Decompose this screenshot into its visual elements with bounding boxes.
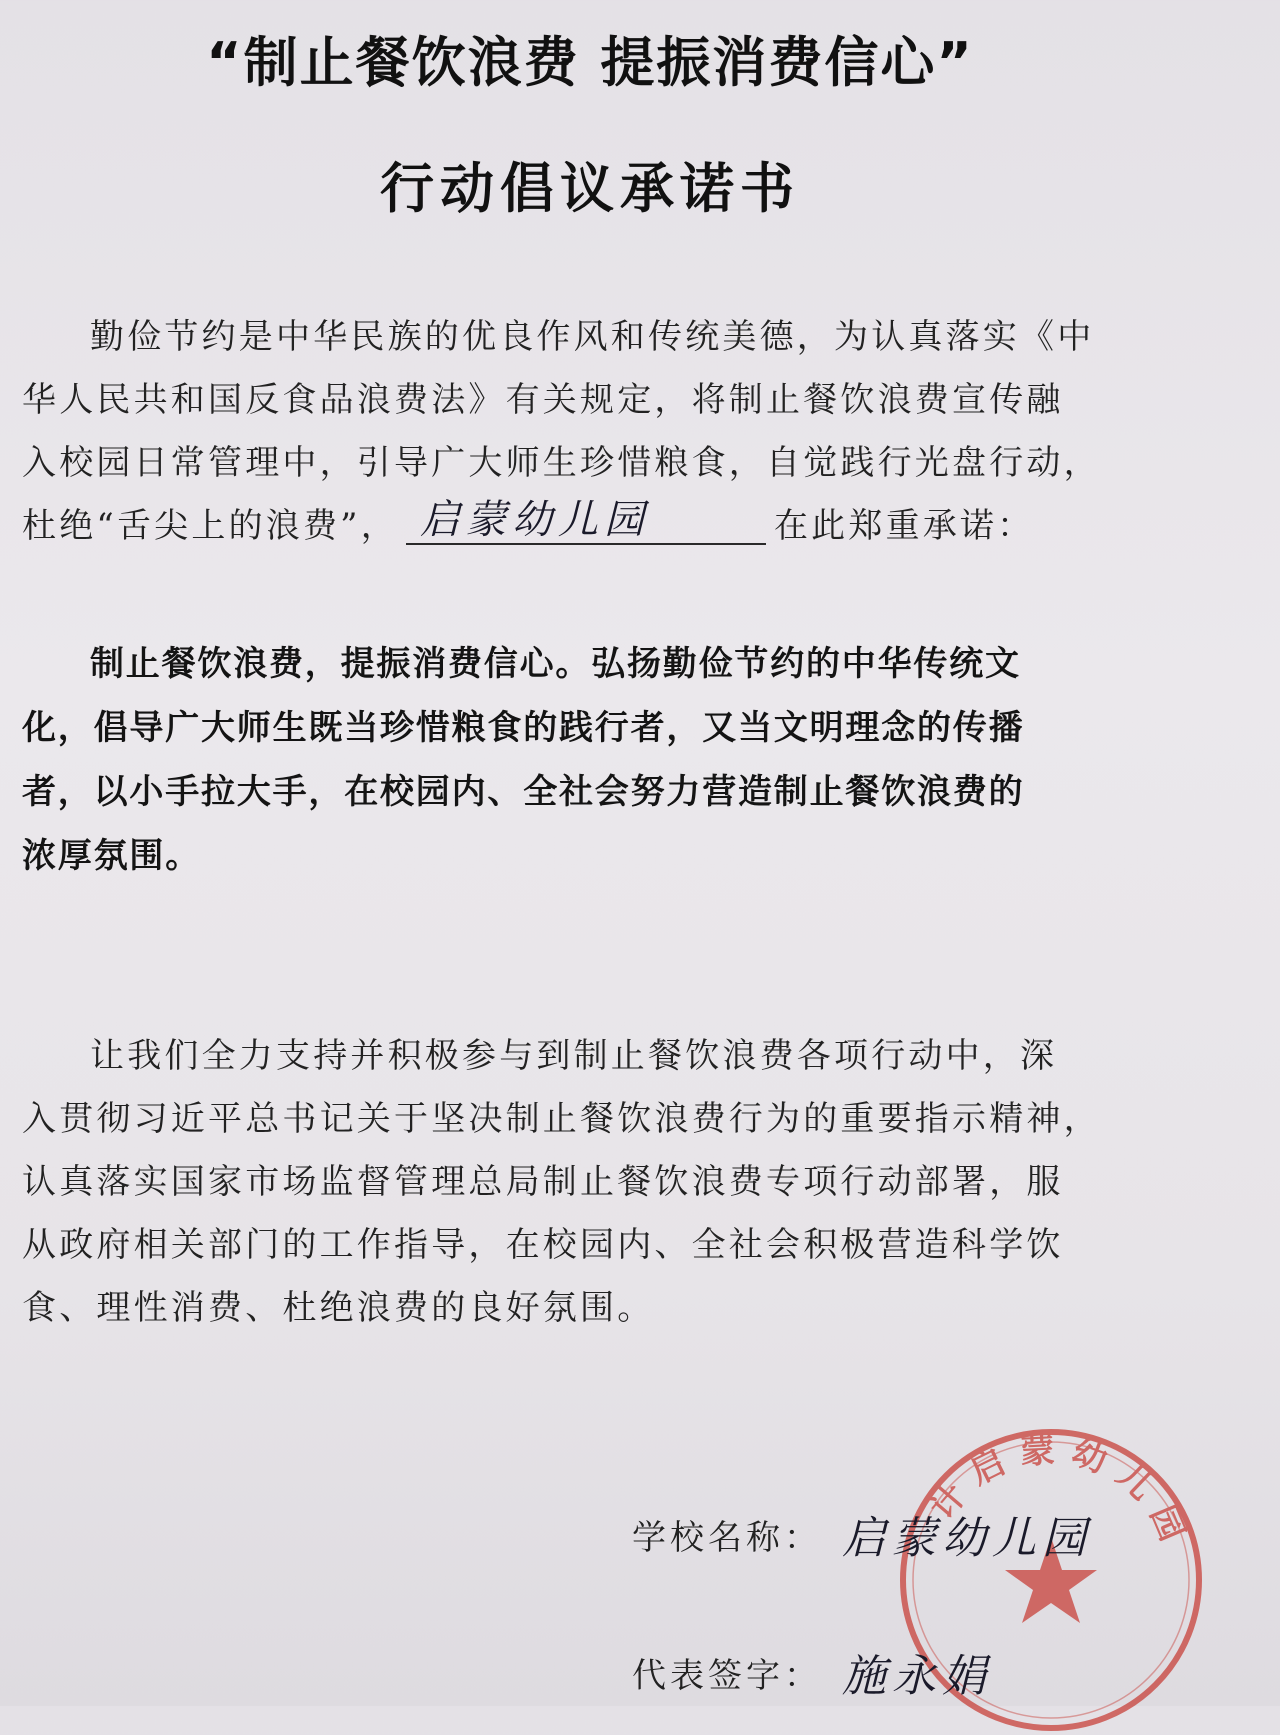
- fill-in-blank: [406, 499, 766, 545]
- document-subtitle: 行动倡议承诺书: [380, 157, 800, 220]
- paragraph-line: 制止餐饮浪费，提振消费信心。弘扬勤俭节约的中华传统文: [90, 644, 1021, 684]
- paragraph-line: 食、理性消费、杜绝浪费的良好氛围。: [22, 1288, 655, 1328]
- paragraph-pledge: [22, 632, 1152, 888]
- paragraph-action: [22, 1025, 1152, 1340]
- paragraph-line: 化，倡导广大师生既当珍惜粮食的践行者，又当文明理念的传播: [22, 708, 1025, 748]
- paragraph-line: 勤俭节约是中华民族的优良作风和传统美德，为认真落实《中: [90, 317, 1095, 357]
- school-name-label: 学校名称：: [632, 1518, 822, 1558]
- paragraph-line: 华人民共和国反食品浪费法》有关规定，将制止餐饮浪费宣传融: [22, 380, 1064, 420]
- signature-label: 代表签字：: [632, 1656, 822, 1696]
- paragraph-line: 让我们全力支持并积极参与到制止餐饮浪费各项行动中，深: [90, 1036, 1058, 1076]
- handwritten-signature: 施永娟: [842, 1651, 992, 1702]
- paragraph-text: 在此郑重承诺：: [773, 506, 1035, 546]
- paragraph-line: 入校园日常管理中，引导广大师生珍惜粮食，自觉践行光盘行动，: [22, 443, 1101, 483]
- handwritten-school-name: 启蒙幼儿园: [419, 497, 650, 543]
- paragraph-line: 认真落实国家市场监督管理总局制止餐饮浪费专项行动部署，服: [22, 1162, 1064, 1202]
- seal-text: 计启蒙幼儿园: [922, 1429, 1198, 1560]
- paragraph-line: 者，以小手拉大手，在校园内、全社会努力营造制止餐饮浪费的: [22, 772, 1025, 812]
- paragraph-text: 杜绝“舌尖上的浪费”，: [22, 506, 398, 546]
- paragraph-line: 浓厚氛围。: [22, 836, 201, 876]
- paragraph-line: 入贯彻习近平总书记关于坚决制止餐饮浪费行为的重要指示精神，: [22, 1099, 1101, 1139]
- school-name-field: [632, 1502, 1092, 1566]
- document-title: “制止餐饮浪费 提振消费信心”: [206, 31, 974, 94]
- school-name-signature: 启蒙幼儿园: [842, 1513, 1092, 1564]
- paragraph-line-with-blank: [22, 495, 1152, 558]
- paragraph-intro: [22, 306, 1152, 558]
- representative-signature-field: [632, 1640, 992, 1704]
- paragraph-line: 从政府相关部门的工作指导，在校园内、全社会积极营造科学饮: [22, 1225, 1064, 1265]
